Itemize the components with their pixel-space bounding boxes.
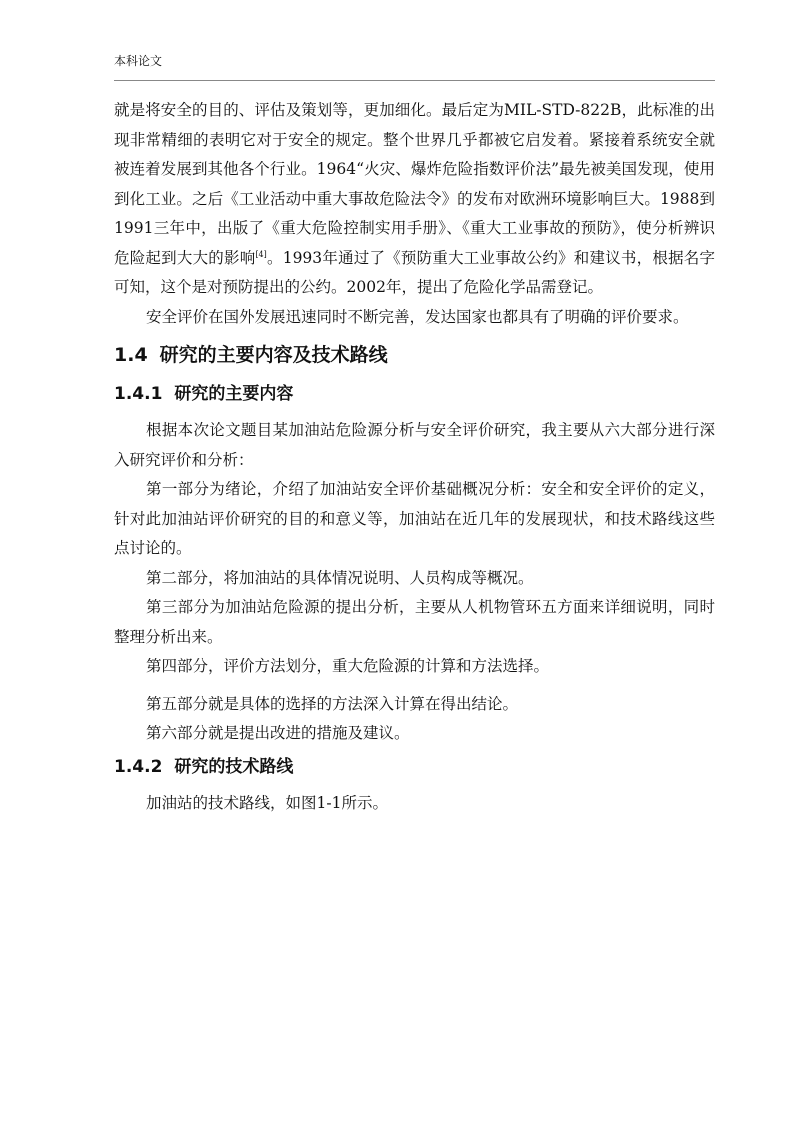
subsection-title: 研究的技术路线 — [174, 756, 294, 777]
header-rule — [114, 80, 715, 81]
subsection-heading-1-4-1 — [114, 380, 715, 408]
subsection-heading-1-4-2 — [114, 753, 715, 781]
section-heading-1-4 — [114, 340, 715, 370]
citation-ref: [4] — [255, 249, 267, 259]
paragraph-part-2: 第二部分，将加油站的具体情况说明、人员构成等概况。 — [146, 568, 534, 587]
paragraph-part-6: 第六部分就是提出改进的措施及建议。 — [146, 724, 410, 742]
page-header: 本科论文 — [114, 54, 163, 68]
paragraph-history — [114, 96, 715, 303]
section-number: 1.4 — [114, 344, 148, 366]
paragraph-technical-route: 加油站的技术路线，如图1-1所示。 — [146, 793, 388, 812]
subsection-number: 1.4.2 — [114, 756, 163, 777]
paragraph-history-part1: 就是将安全的目的、评估及策划等，更加细化。最后定为MIL-STD-822B，此标准的出现非常精细的表明它对于安全的规定。整个世界几乎都被它启发着。紧接着系统安全就被连着发展到其他各个行业。1964“火灾、爆炸危险指数评价法”最先被美国发现，使用到化工业。之后《工业活动中重大事故危险法令》的发布对欧洲环境影响巨大。1988到1991三年中，出版了《重大危险控制实用手册》、《重大工业事故的预防》，使分析辨识危险起到大大的影响 — [114, 101, 715, 267]
page-body — [114, 96, 715, 818]
paragraph-part-3: 第三部分为加油站危险源的提出分析，主要从人机物管环五方面来详细说明，同时整理分析出来。 — [114, 598, 715, 646]
section-title: 研究的主要内容及技术路线 — [159, 344, 388, 366]
paragraph-part-1: 第一部分为绪论，介绍了加油站安全评价基础概况分析：安全和安全评价的定义，针对此加油站评价研究的目的和意义等，加油站在近几年的发展现状，和技术路线这些点讨论的。 — [114, 480, 715, 557]
paragraph-part-4: 第四部分，评价方法划分，重大危险源的计算和方法选择。 — [146, 657, 550, 675]
paragraph-intro: 根据本次论文题目某加油站危险源分析与安全评价研究，我主要从六大部分进行深入研究评价和分析： — [114, 421, 715, 469]
paragraph-history-part2: 。1993年通过了《预防重大工业事故公约》和建议书，根据名字可知，这个是对预防提出的公约。2002年，提出了危险化学品需登记。 — [114, 248, 715, 296]
paragraph-foreign-development: 安全评价在国外发展迅速同时不断完善，发达国家也都具有了明确的评价要求。 — [146, 307, 689, 326]
subsection-title: 研究的主要内容 — [174, 384, 294, 404]
paragraph-part-5: 第五部分就是具体的选择的方法深入计算在得出结论。 — [146, 694, 519, 713]
subsection-number: 1.4.1 — [114, 384, 163, 404]
